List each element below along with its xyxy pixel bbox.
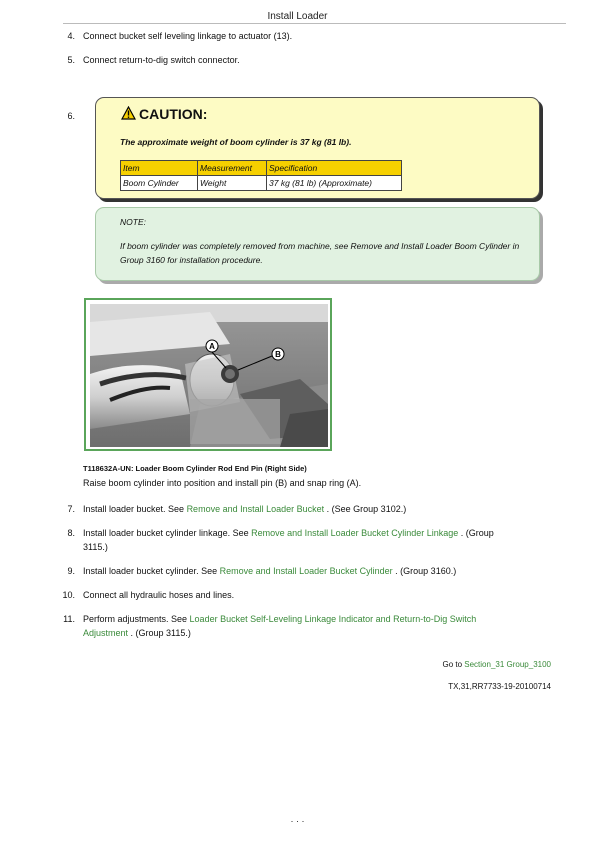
warning-icon <box>121 106 136 120</box>
figure-caption: T118632A-UN: Loader Boom Cylinder Rod End Pin (Right Side) <box>83 464 307 473</box>
table-cell: Boom Cylinder <box>121 176 198 191</box>
step-text-post: . (Group 3160.) <box>392 566 457 576</box>
goto-line <box>442 660 551 669</box>
link-remove-install-bucket[interactable]: Remove and Install Loader Bucket <box>186 504 325 514</box>
table-cell: 37 kg (81 lb) (Approximate) <box>267 176 402 191</box>
step-number: 4. <box>67 31 75 41</box>
step-number: 8. <box>67 528 75 538</box>
step-text <box>83 564 456 578</box>
step-text: Connect bucket self leveling linkage to actuator (13). <box>83 31 293 41</box>
link-remove-install-bucket-cylinder-linkage[interactable]: Remove and Install Loader Bucket Cylinder Linkage <box>251 528 459 538</box>
step-text-pre: Install loader bucket cylinder linkage. See <box>83 528 252 538</box>
caution-box <box>95 97 540 199</box>
header-rule <box>63 23 566 24</box>
step-text-line2: 3115.) <box>83 542 108 552</box>
callout-b: B <box>275 350 281 359</box>
document-reference: TX,31,RR7733-19-20100714 <box>448 682 551 691</box>
goto-prefix: Go to <box>442 660 465 669</box>
step-text-pre: Install loader bucket cylinder. See <box>83 566 220 576</box>
step-text-pre: Perform adjustments. See <box>83 614 190 624</box>
table-row <box>121 176 402 191</box>
step-number: 7. <box>67 504 75 514</box>
note-title: NOTE: <box>120 217 146 227</box>
note-text: If boom cylinder was completely removed from machine, see Remove and Install Loader Boom Cylinder in Group 3160 for installation procedure. <box>120 241 520 265</box>
link-section-group[interactable]: Section_31 Group_3100 <box>464 660 551 669</box>
spec-table <box>120 160 402 191</box>
step-number: 6. <box>67 111 75 121</box>
page-header: Install Loader <box>267 11 328 22</box>
step-text-line2 <box>83 626 191 640</box>
table-cell: Weight <box>198 176 267 191</box>
step-number: 10. <box>62 590 75 600</box>
step-text: Connect return-to-dig switch connector. <box>83 55 240 65</box>
step-text <box>83 502 406 516</box>
step-number: 5. <box>67 55 75 65</box>
step-text-post: . (Group 3115.) <box>128 628 191 638</box>
step-number: 11. <box>63 614 75 624</box>
figure-description: Raise boom cylinder into position and install pin (B) and snap ring (A). <box>83 478 362 488</box>
caution-text: The approximate weight of boom cylinder is 37 kg (81 lb). <box>120 137 352 147</box>
note-box <box>95 207 540 281</box>
figure-photo <box>84 298 332 451</box>
callout-a: A <box>209 342 215 351</box>
step-text-post: . (See Group 3102.) <box>324 504 407 514</box>
step-text-post: . (Group <box>458 528 494 538</box>
table-header-row <box>121 161 402 176</box>
step-text <box>83 612 476 626</box>
table-header: Specification <box>267 161 402 176</box>
caution-title: CAUTION: <box>139 106 208 122</box>
step-text: Connect all hydraulic hoses and lines. <box>83 590 235 600</box>
link-remove-install-bucket-cylinder[interactable]: Remove and Install Loader Bucket Cylinder <box>219 566 393 576</box>
table-header: Item <box>121 161 198 176</box>
step-text <box>83 526 494 540</box>
boom-cylinder-illustration <box>90 304 328 447</box>
link-self-leveling-adjustment[interactable]: Loader Bucket Self-Leveling Linkage Indicator and Return-to-Dig Switch <box>189 614 477 624</box>
page-footer: · · · <box>290 816 305 826</box>
link-self-leveling-adjustment-cont[interactable]: Adjustment <box>83 628 129 638</box>
step-number: 9. <box>67 566 75 576</box>
table-header: Measurement <box>198 161 267 176</box>
step-text-pre: Install loader bucket. See <box>83 504 187 514</box>
